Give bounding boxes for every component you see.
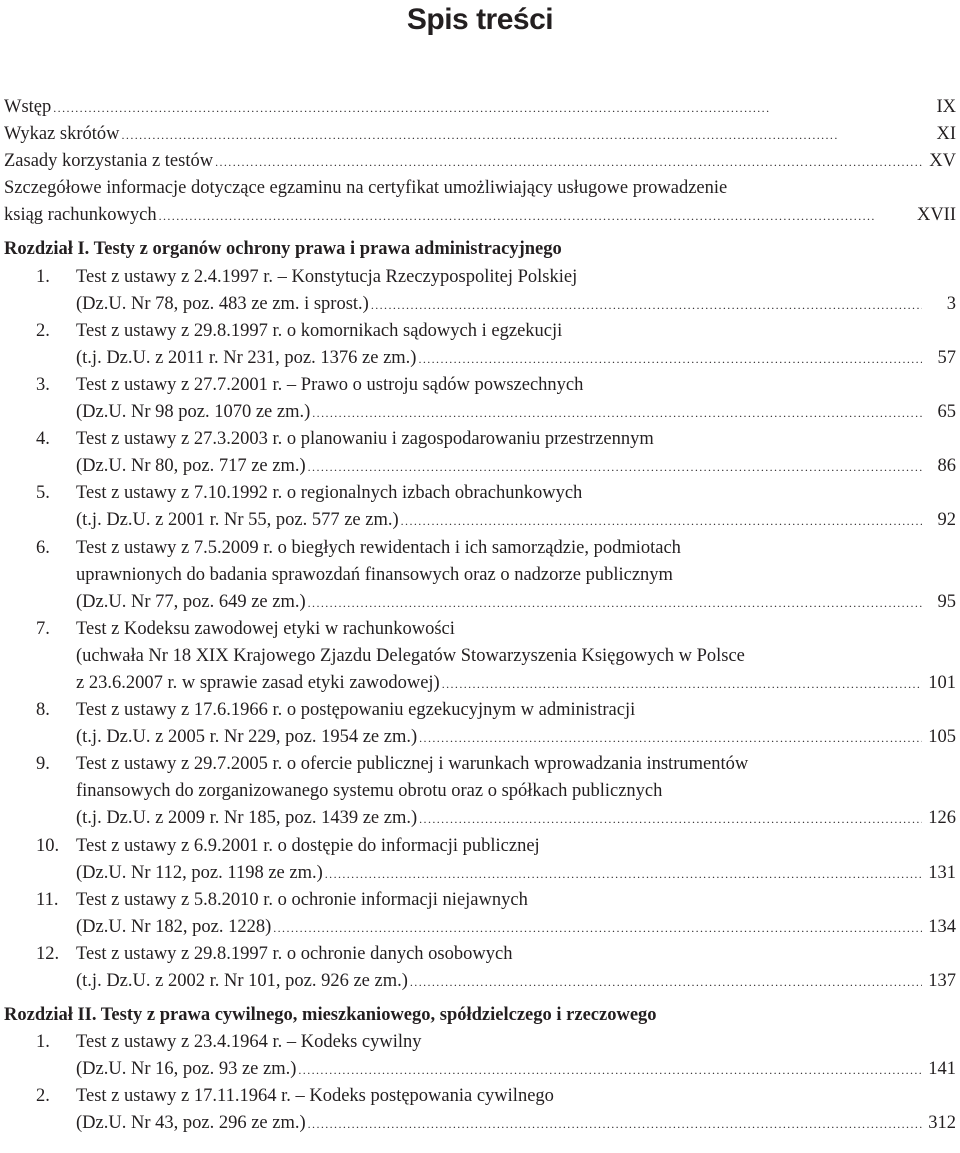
toc-entry[interactable]	[4, 968, 956, 995]
toc-entry-text: (Dz.U. Nr 16, poz. 93 ze zm.)	[76, 1059, 297, 1080]
toc-line	[4, 264, 956, 291]
toc-line	[4, 697, 956, 724]
toc-entry-number: 3.	[36, 374, 50, 395]
toc-line-text: Test z ustawy z 7.5.2009 r. o biegłych rewidentach i ich samorządzie, podmiotach	[76, 537, 681, 558]
leader-dots	[401, 508, 922, 535]
toc-line	[4, 887, 956, 914]
toc-page-number: 137	[928, 971, 956, 991]
toc-entry[interactable]	[4, 291, 956, 318]
toc-line-text: (uchwała Nr 18 XIX Krajowego Zjazdu Delegatów Stowarzyszenia Księgowych w Polsce	[76, 645, 745, 666]
toc-entry-number: 2.	[36, 320, 50, 341]
toc-entry-number: 8.	[36, 700, 50, 721]
toc-entry[interactable]	[4, 453, 956, 480]
toc-line-text: Test z ustawy z 27.7.2001 r. – Prawo o ustroju sądów powszechnych	[76, 374, 584, 395]
toc-line-text: Test z ustawy z 2.4.1997 r. – Konstytucja Rzeczypospolitej Polskiej	[76, 266, 578, 287]
leader-dots	[53, 95, 922, 122]
toc-page-number: 86	[937, 456, 956, 477]
toc-entry-text: (t.j. Dz.U. z 2001 r. Nr 55, poz. 577 ze zm.)	[76, 510, 399, 531]
toc-line-text: Test z ustawy z 27.3.2003 r. o planowaniu i zagospodarowaniu przestrzennym	[76, 429, 654, 450]
toc-page-number: IX	[936, 97, 956, 117]
toc-entry-text: Zasady korzystania z testów	[4, 151, 214, 172]
toc-entry[interactable]	[4, 724, 956, 751]
toc-line	[4, 535, 956, 562]
toc-page-number: 65	[937, 402, 956, 423]
leader-dots	[122, 122, 922, 149]
toc-entry-number: 1.	[36, 1032, 50, 1053]
toc-line-text: Test z Kodeksu zawodowej etyki w rachunkowości	[76, 618, 455, 639]
toc-page-number: 57	[937, 347, 956, 368]
toc-line	[4, 1029, 956, 1056]
chapter-heading: Rozdział II. Testy z prawa cywilnego, mieszkaniowego, spółdzielczego i rzeczowego	[4, 1005, 657, 1026]
table-of-contents	[4, 94, 956, 1138]
toc-page-number: 95	[937, 591, 956, 612]
toc-entry-number: 12.	[36, 943, 60, 964]
page-title: Spis treści	[406, 3, 554, 36]
toc-entry-number: 10.	[36, 835, 60, 856]
chapter-heading: Rozdział I. Testy z organów ochrony prawa i prawa administracyjnego	[4, 239, 562, 260]
toc-page-number: 3	[946, 293, 956, 314]
toc-entry[interactable]	[4, 1110, 956, 1137]
toc-page-number: XI	[936, 124, 956, 145]
toc-page-number: 131	[928, 862, 956, 883]
leader-dots	[308, 454, 922, 481]
toc-line	[4, 778, 956, 805]
toc-entry[interactable]	[4, 121, 956, 148]
toc-entry-text: (Dz.U. Nr 98 poz. 1070 ze zm.)	[76, 402, 311, 423]
leader-dots	[159, 203, 913, 230]
toc-page-number: 141	[928, 1059, 956, 1080]
toc-line-text: Test z ustawy z 17.6.1966 r. o postępowaniu egzekucyjnym w administracji	[76, 700, 636, 721]
toc-line	[4, 616, 956, 643]
toc-entry-number: 2.	[36, 1086, 50, 1107]
toc-line-text: Szczegółowe informacje dotyczące egzaminu na certyfikat umożliwiający usługowe prowadzenie	[4, 178, 728, 199]
leader-dots	[325, 861, 922, 888]
toc-entry[interactable]	[4, 94, 956, 121]
toc-line	[4, 480, 956, 507]
toc-page-number: XVII	[916, 205, 956, 226]
toc-line	[4, 318, 956, 345]
toc-entry-number: 5.	[36, 483, 50, 504]
leader-dots	[442, 671, 922, 698]
toc-line	[4, 1083, 956, 1110]
toc-line-text: Test z ustawy z 5.8.2010 r. o ochronie informacji niejawnych	[76, 889, 528, 910]
toc-entry[interactable]	[4, 860, 956, 887]
toc-line-text: Test z ustawy z 29.8.1997 r. o komornikach sądowych i egzekucji	[76, 320, 563, 341]
toc-page-number: 134	[928, 916, 956, 937]
toc-entry-text: (t.j. Dz.U. z 2005 r. Nr 229, poz. 1954 ze zm.)	[76, 727, 418, 748]
toc-entry-text: ksiąg rachunkowych	[4, 205, 157, 226]
toc-entry-text: Wykaz skrótów	[4, 124, 120, 145]
leader-dots	[298, 1057, 922, 1084]
toc-line-text: Test z ustawy z 7.10.1992 r. o regionalnych izbach obrachunkowych	[76, 483, 583, 504]
toc-entry[interactable]	[4, 345, 956, 372]
toc-entry-number: 6.	[36, 537, 50, 558]
toc-page-number: 105	[928, 727, 956, 748]
leader-dots	[312, 400, 922, 427]
toc-line-text: uprawnionych do badania sprawozdań finansowych oraz o nadzorze publicznym	[76, 564, 673, 585]
toc-line	[4, 372, 956, 399]
toc-line-text: Test z ustawy z 17.11.1964 r. – Kodeks postępowania cywilnego	[76, 1086, 554, 1107]
toc-entry-text: (Dz.U. Nr 182, poz. 1228)	[76, 916, 272, 937]
leader-dots	[418, 346, 922, 373]
toc-entry-text: (t.j. Dz.U. z 2009 r. Nr 185, poz. 1439 ze zm.)	[76, 808, 418, 829]
toc-line	[4, 643, 956, 670]
toc-line-text: finansowych do zorganizowanego systemu obrotu oraz o spółkach publicznych	[76, 781, 663, 802]
toc-entry[interactable]	[4, 148, 956, 175]
toc-entry[interactable]	[4, 1056, 956, 1083]
leader-dots	[215, 149, 922, 176]
toc-entry-text: (Dz.U. Nr 77, poz. 649 ze zm.)	[76, 591, 306, 612]
toc-line-text: Test z ustawy z 29.7.2005 r. o ofercie publicznej i warunkach wprowadzania instrumentów	[76, 754, 749, 775]
toc-entry-number: 1.	[36, 266, 50, 287]
spacer	[4, 229, 956, 236]
toc-entry-text: (t.j. Dz.U. z 2002 r. Nr 101, poz. 926 ze zm.)	[76, 971, 408, 991]
toc-entry-text: z 23.6.2007 r. w sprawie zasad etyki zawodowej)	[76, 672, 440, 693]
toc-entry[interactable]	[4, 399, 956, 426]
toc-entry[interactable]	[4, 914, 956, 941]
toc-line-text: Test z ustawy z 23.4.1964 r. – Kodeks cywilny	[76, 1032, 422, 1053]
toc-entry[interactable]	[4, 670, 956, 697]
leader-dots	[308, 1111, 922, 1138]
toc-line	[4, 562, 956, 589]
toc-entry[interactable]	[4, 202, 956, 229]
toc-entry-number: 4.	[36, 429, 50, 450]
toc-entry-number: 7.	[36, 618, 50, 639]
toc-entry-text: Wstęp	[4, 97, 52, 117]
toc-entry-text: (t.j. Dz.U. z 2011 r. Nr 231, poz. 1376 ze zm.)	[76, 347, 417, 368]
toc-line	[4, 833, 956, 860]
spacer	[4, 995, 956, 1002]
toc-entry[interactable]	[4, 805, 956, 832]
toc-line-text: Test z ustawy z 6.9.2001 r. o dostępie do informacji publicznej	[76, 835, 540, 856]
toc-page-number: 126	[928, 808, 956, 829]
toc-page-number: 312	[928, 1113, 956, 1134]
leader-dots	[273, 915, 922, 942]
leader-dots	[419, 725, 922, 752]
toc-entry[interactable]	[4, 589, 956, 616]
toc-page-number: 101	[928, 672, 956, 693]
toc-line	[4, 426, 956, 453]
leader-dots	[371, 292, 922, 319]
toc-entry-text: (Dz.U. Nr 112, poz. 1198 ze zm.)	[76, 862, 323, 883]
leader-dots	[419, 806, 922, 833]
toc-entry-text: (Dz.U. Nr 80, poz. 717 ze zm.)	[76, 456, 306, 477]
toc-entry-text: (Dz.U. Nr 43, poz. 296 ze zm.)	[76, 1113, 306, 1134]
leader-dots	[410, 969, 922, 996]
toc-entry-number: 9.	[36, 754, 50, 775]
toc-page-number: 92	[937, 510, 956, 531]
toc-page-number: XV	[929, 151, 956, 172]
toc-entry-text: (Dz.U. Nr 78, poz. 483 ze zm. i sprost.)	[76, 293, 369, 314]
toc-line	[4, 941, 956, 968]
toc-line	[4, 175, 956, 202]
toc-entry-number: 11.	[36, 889, 59, 910]
toc-line	[4, 751, 956, 778]
toc-entry[interactable]	[4, 507, 956, 534]
toc-line-text: Test z ustawy z 29.8.1997 r. o ochronie danych osobowych	[76, 943, 513, 964]
leader-dots	[308, 590, 922, 617]
